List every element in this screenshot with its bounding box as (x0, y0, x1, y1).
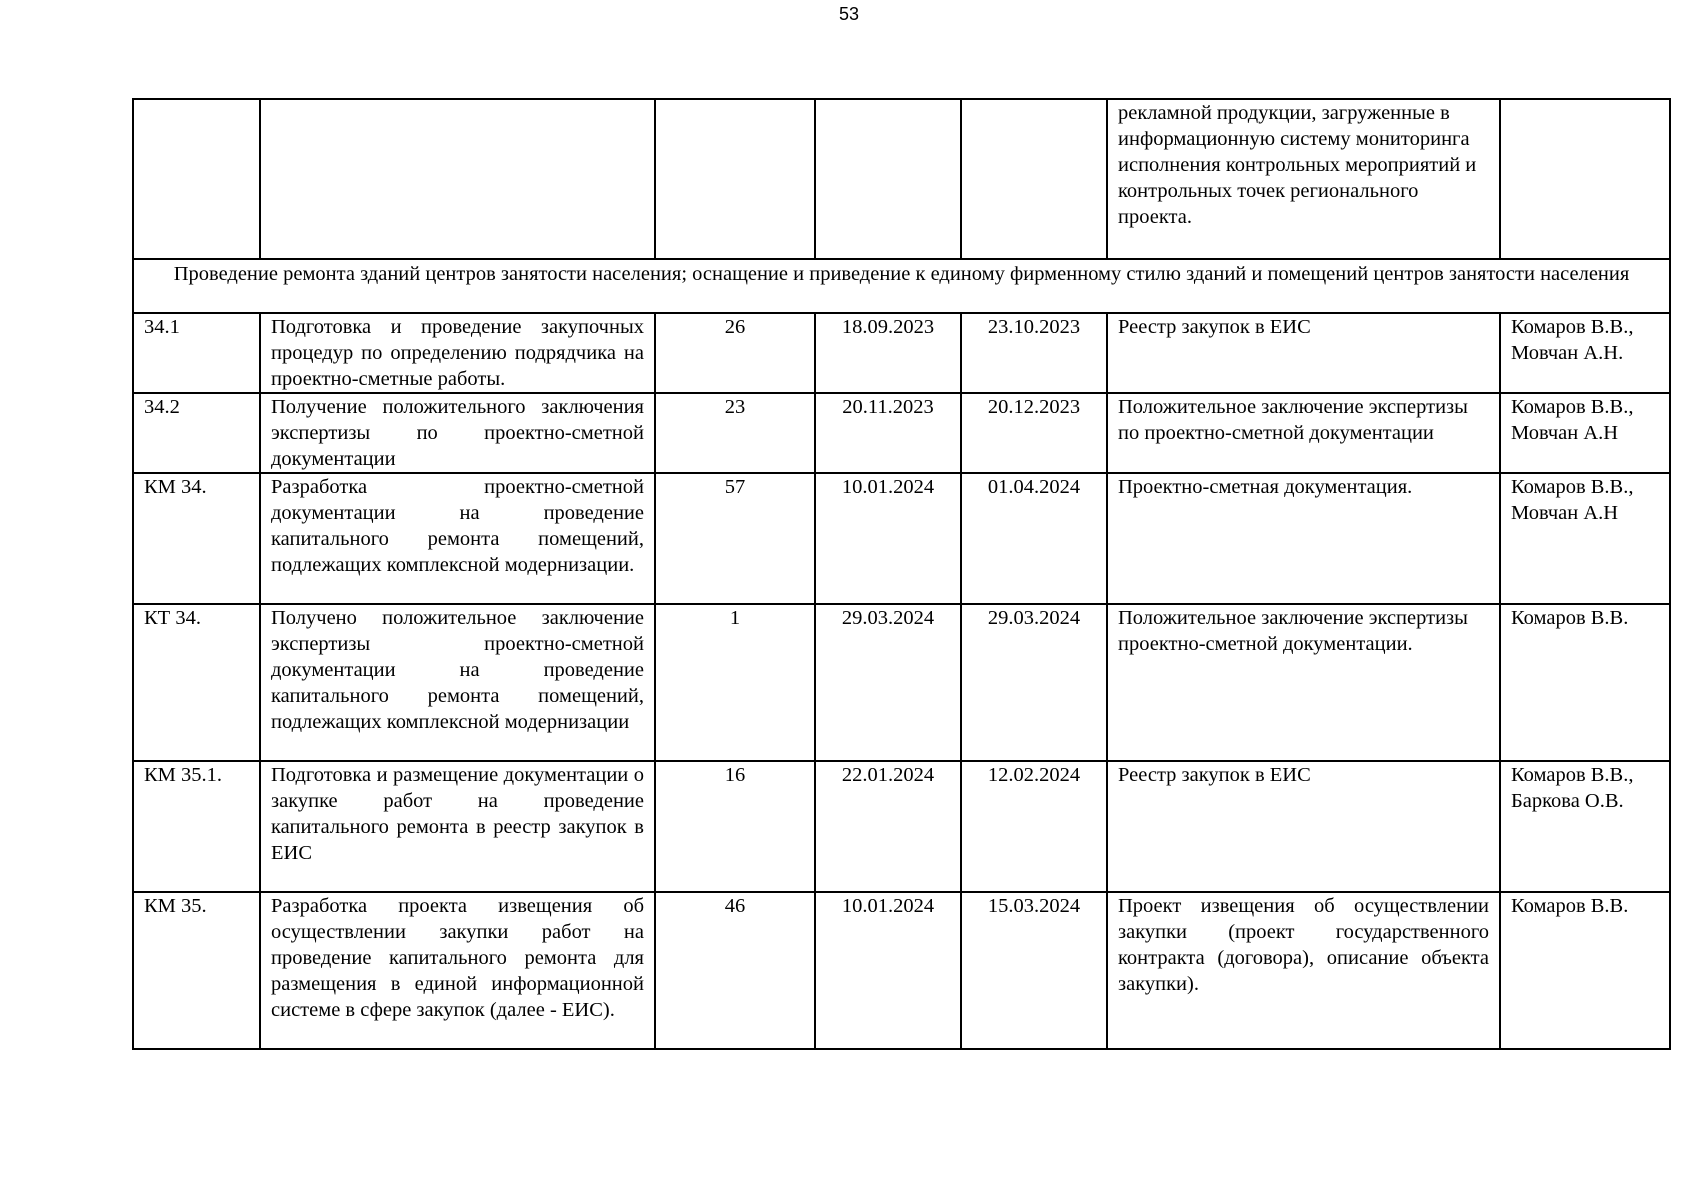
cell-code: 34.1 (133, 313, 260, 393)
cell-end: 01.04.2024 (961, 473, 1107, 604)
section-row (133, 259, 1670, 313)
cell-duration: 16 (655, 761, 815, 892)
cell-result: Реестр закупок в ЕИС (1107, 313, 1500, 393)
cell-end: 20.12.2023 (961, 393, 1107, 473)
cell-result: Положительное заключение экспертизы по проектно-сметной документации (1107, 393, 1500, 473)
cell-name (260, 99, 655, 259)
table-row (133, 892, 1670, 1049)
cell-start: 10.01.2024 (815, 473, 961, 604)
cell-responsible: Комаров В.В., Мовчан А.Н. (1500, 313, 1670, 393)
cell-responsible: Комаров В.В., Мовчан А.Н (1500, 393, 1670, 473)
cell-responsible: Комаров В.В., Баркова О.В. (1500, 761, 1670, 892)
cell-result: Проект извещения об осуществлении закупки (проект государственного контракта (договора), описание объекта закупки). (1107, 892, 1500, 1049)
cell-code: КМ 34. (133, 473, 260, 604)
table-row (133, 393, 1670, 473)
table-row (133, 313, 1670, 393)
cell-end (961, 99, 1107, 259)
cell-duration: 57 (655, 473, 815, 604)
cell-end: 23.10.2023 (961, 313, 1107, 393)
table-row (133, 473, 1670, 604)
cell-code (133, 99, 260, 259)
cell-end: 12.02.2024 (961, 761, 1107, 892)
cell-name: Подготовка и проведение закупочных процедур по определению подрядчика на проектно-сметные работы. (260, 313, 655, 393)
cell-code: КМ 35.1. (133, 761, 260, 892)
cell-name: Подготовка и размещение документации о закупке работ на проведение капитального ремонта в реестр закупок в ЕИС (260, 761, 655, 892)
cell-duration: 23 (655, 393, 815, 473)
page-number: 53 (838, 4, 860, 24)
cell-responsible (1500, 99, 1670, 259)
cell-result: Положительное заключение экспертизы проектно-сметной документации. (1107, 604, 1500, 761)
cell-code: КТ 34. (133, 604, 260, 761)
cell-result: Реестр закупок в ЕИС (1107, 761, 1500, 892)
cell-responsible: Комаров В.В. (1500, 604, 1670, 761)
cell-name: Разработка проекта извещения об осуществлении закупки работ на проведение капитального ремонта для размещения в единой информационной системе в сфере закупок (далее - ЕИС). (260, 892, 655, 1049)
cell-name: Получено положительное заключение экспертизы проектно-сметной документации на проведение капитального ремонта помещений, подлежащих комплексной модернизации (260, 604, 655, 761)
cell-start: 29.03.2024 (815, 604, 961, 761)
table-row (133, 761, 1670, 892)
cell-end: 15.03.2024 (961, 892, 1107, 1049)
cell-result: рекламной продукции, загруженные в информационную систему мониторинга исполнения контрольных мероприятий и контрольных точек регионального проекта. (1107, 99, 1500, 259)
section-title: Проведение ремонта зданий центров занятости населения; оснащение и приведение к единому фирменному стилю зданий и помещений центров занятости населения (133, 259, 1670, 313)
cell-code: 34.2 (133, 393, 260, 473)
cell-code: КМ 35. (133, 892, 260, 1049)
cell-responsible: Комаров В.В. (1500, 892, 1670, 1049)
plan-table (132, 98, 1671, 1050)
cell-duration: 46 (655, 892, 815, 1049)
cell-duration: 1 (655, 604, 815, 761)
cell-start: 10.01.2024 (815, 892, 961, 1049)
cell-duration: 26 (655, 313, 815, 393)
cell-start: 22.01.2024 (815, 761, 961, 892)
cell-start (815, 99, 961, 259)
cell-name: Разработка проектно-сметной документации на проведение капитального ремонта помещений, подлежащих комплексной модернизации. (260, 473, 655, 604)
cell-end: 29.03.2024 (961, 604, 1107, 761)
cell-duration (655, 99, 815, 259)
cell-responsible: Комаров В.В., Мовчан А.Н (1500, 473, 1670, 604)
table-row-continuation (133, 99, 1670, 259)
cell-start: 20.11.2023 (815, 393, 961, 473)
cell-name: Получение положительного заключения экспертизы по проектно-сметной документации (260, 393, 655, 473)
cell-start: 18.09.2023 (815, 313, 961, 393)
table-row (133, 604, 1670, 761)
cell-result: Проектно-сметная документация. (1107, 473, 1500, 604)
